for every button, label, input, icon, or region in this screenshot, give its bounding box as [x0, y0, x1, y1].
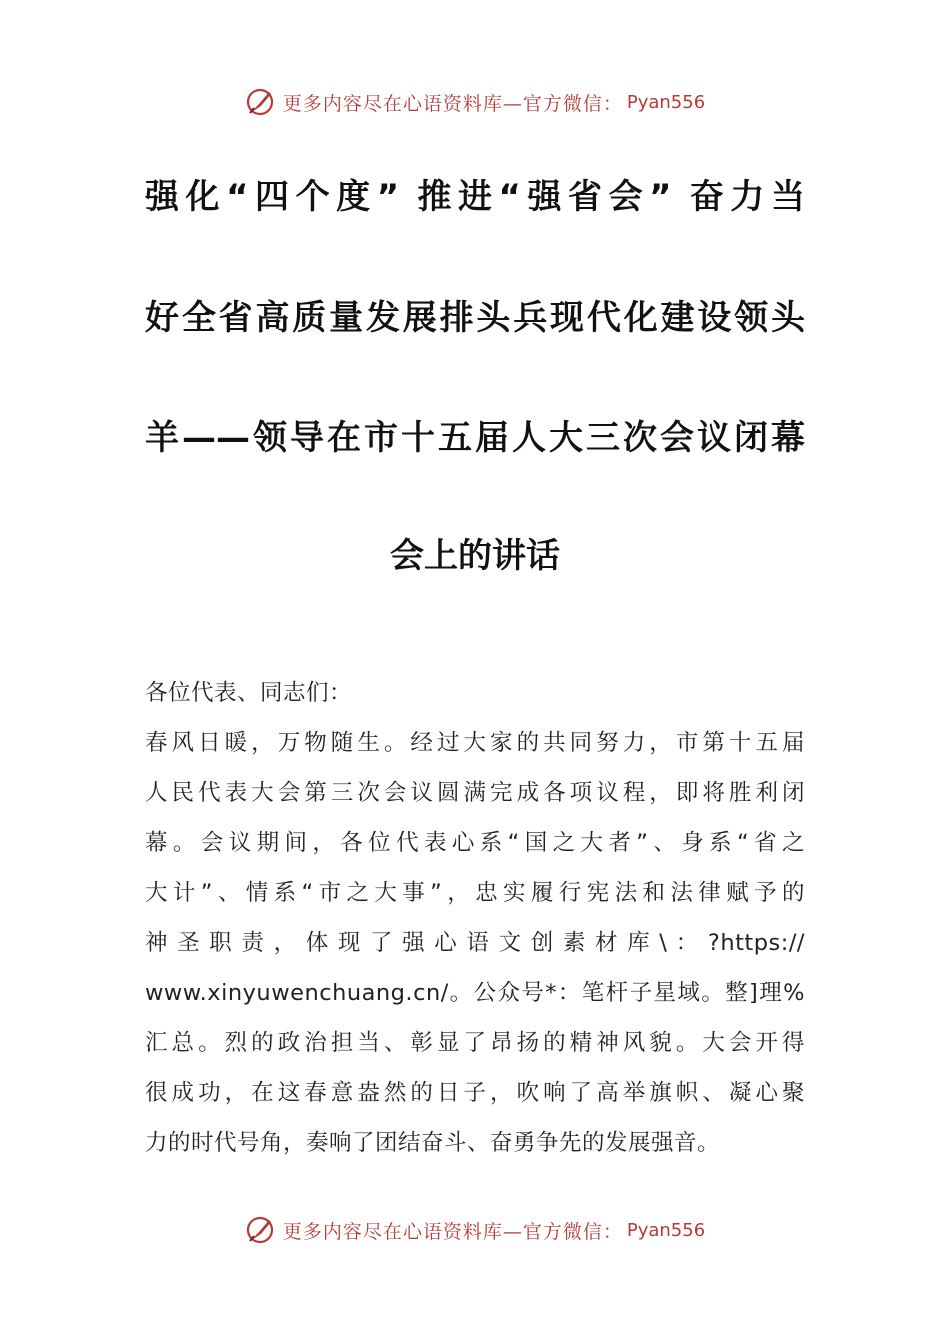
watermark-text: 更多内容尽在心语资料库—官方微信： [282, 1220, 623, 1243]
body-line: 神 圣 职 责 ， 体 现 了 强 心 语 文 创 素 材 库 \ ： ?https:// [145, 930, 805, 956]
watermark-handle: Pyan556 [626, 1219, 706, 1241]
title-line-3: 羊——领导在市十五届人大三次会议闭幕 [145, 418, 805, 458]
watermark-handle: Pyan556 [626, 91, 706, 113]
body-line: www.xinyuwenchuang.cn/。公众号*：笔杆子星域。整]理% [145, 980, 805, 1006]
title-line-2: 好全省高质量发展排头兵现代化建设领头 [145, 298, 805, 338]
title-line-4: 会上的讲话 [390, 536, 560, 576]
pen-logo-icon [245, 1215, 275, 1245]
body-line: 很成功，在这春意盎然的日子，吹响了高举旗帜、凝心聚 [145, 1080, 805, 1106]
body-line: 人民代表大会第三次会议圆满完成各项议程，即将胜利闭 [145, 780, 805, 806]
watermark-text: 更多内容尽在心语资料库—官方微信： [282, 92, 623, 115]
header-watermark [0, 82, 950, 122]
body-line: 汇总。烈的政治担当、彰显了昂扬的精神风貌。大会开得 [145, 1030, 805, 1056]
body-line: 力的时代号角，奏响了团结奋斗、奋勇争先的发展强音。 [145, 1130, 721, 1156]
title-line-1: 强化“四个度” 推进“强省会” 奋力当 [145, 177, 805, 217]
body-line: 幕。会议期间，各位代表心系“国之大者”、身系“省之 [145, 830, 805, 856]
body-line: 春风日暖，万物随生。经过大家的共同努力，市第十五届 [145, 730, 805, 756]
footer-watermark [0, 1210, 950, 1250]
pen-logo-icon [245, 87, 275, 117]
speech-body [145, 668, 805, 1168]
salutation: 各位代表、同志们： [145, 680, 353, 706]
body-line: 大计”、情系“市之大事”，忠实履行宪法和法律赋予的 [145, 880, 805, 906]
